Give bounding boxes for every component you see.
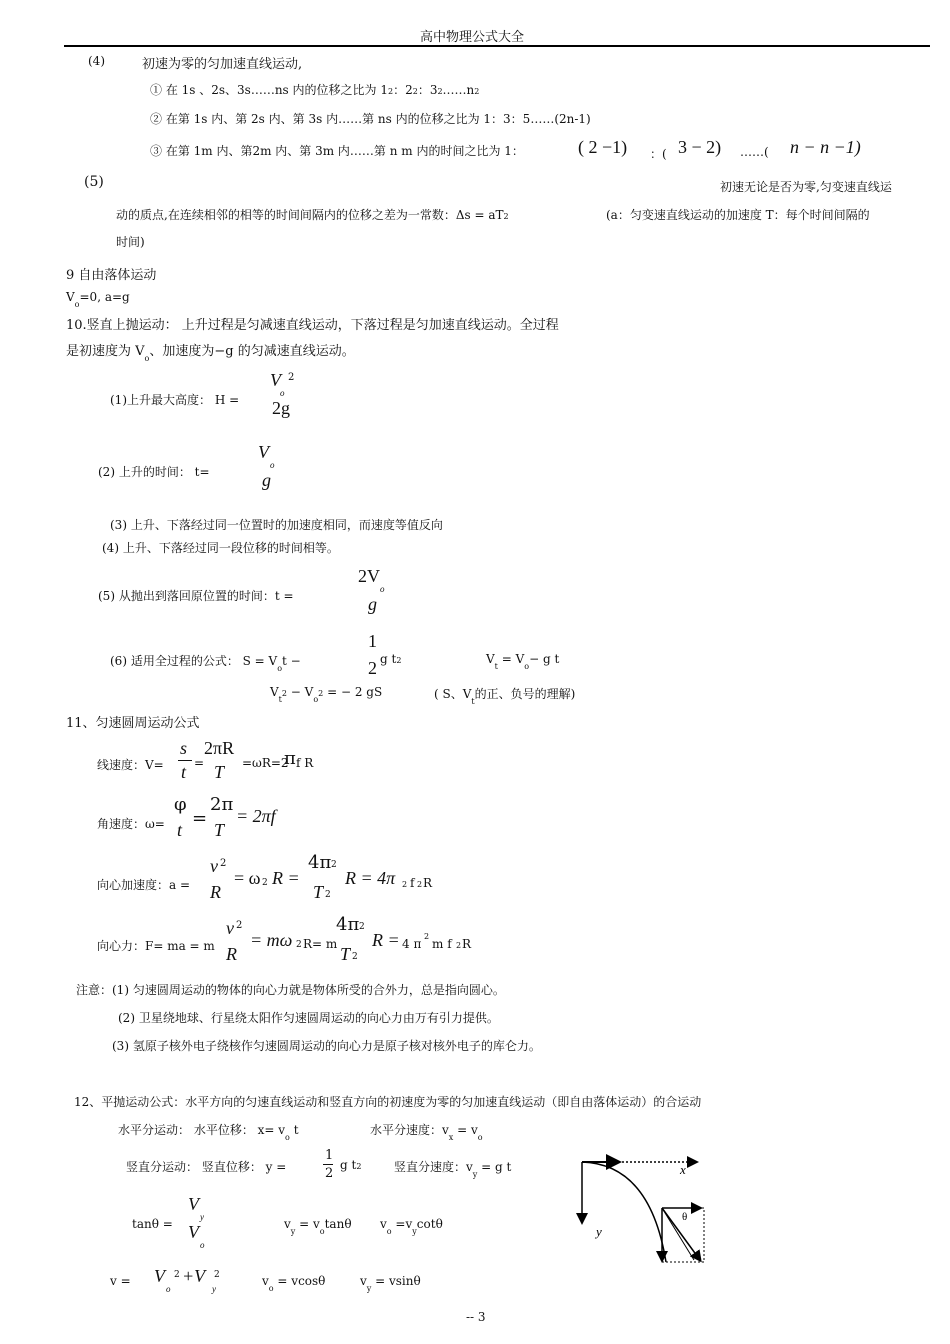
s11-a-den2: T [313,882,324,902]
s11-a-end: R = 4π [345,868,396,888]
s4-item3-dots: ……( [740,145,769,159]
eq-2gs: = − 2 gS [323,685,383,699]
sup: 2 [437,87,443,96]
s10-p5-osub: o [380,584,385,594]
s9-eq-rest: =0, a=g [79,290,130,304]
s10-p7-note [434,685,576,706]
sup: 2 [281,689,287,698]
s11-f-label: 向心力：F= ma = m [97,939,215,953]
s11-a-end-sub: 2 [402,880,408,889]
sub: o [313,695,319,704]
s11-a-end2: f [410,876,415,890]
s12-v1-b [340,1158,361,1172]
s9-title: 9 自由落体运动 [66,268,157,283]
label-x: x [680,1162,686,1177]
s12-vsin [360,1274,421,1293]
sup: 2 [412,87,418,96]
vcos-b: = vcosθ [273,1274,326,1288]
sub: o [277,664,283,673]
frac-bar [323,1164,333,1165]
s10-p2-osub: o [270,460,275,470]
s10-p1-num: V [270,370,281,390]
s10-p6-c [380,652,401,666]
vo-a: v [380,1217,387,1231]
page-title: 高中物理公式大全 [420,30,525,45]
s4-item1-c: ：3 [417,83,438,97]
note-b: 的正、负号的理解) [474,687,576,701]
frac-bar [178,760,192,761]
s4-item3-sep1: ：( [650,147,667,161]
s12-v2 [394,1158,512,1179]
s12-v1: 竖直分运动： 竖直位移： y = [126,1160,287,1174]
s11-title: 11、匀速圆周运动公式 [66,716,200,731]
s11-v-s: s [180,738,188,758]
s5-line3: 时间) [116,235,145,249]
s11-f-den2: T [340,944,351,964]
sub: y [290,1227,296,1236]
s11-a-sup2: 2 [331,860,337,870]
s4-item3-text: ③ 在第 1m 内、第2m 内、第 3m 内……第 n m 内的时间之比为 1： [150,144,524,158]
s9-eq-v: V [66,290,75,304]
s10-p1-label: (1)上升最大高度： H = [110,393,240,407]
s10-p6-num: 1 [368,631,377,651]
h2-b: = v [453,1123,478,1137]
s11-v-t: t [181,762,187,782]
s5-line2 [116,206,509,223]
v-arrow2 [662,1208,694,1260]
s10-p6-a: (6) 适用全过程的公式： S = V [110,654,278,668]
s11-v-label: 线速度：V= [97,758,164,772]
s12-tan-num: V [188,1194,199,1214]
s4-item2: ② 在第 1s 内、第 2s 内、第 3s 内……第 ns 内的位移之比为 1：3：5……(2n-1) [150,112,591,126]
s11-note2: (2) 卫星绕地球、行星绕太阳作匀速圆周运动的向心力由万有引力提供。 [118,1011,499,1025]
s11-note1: 注意：(1) 匀速圆周运动的物体的向心力就是物体所受的合外力，总是指向圆心。 [76,983,505,997]
s10-p5-num: 2V [358,566,380,586]
v-arrow [662,1208,700,1260]
sub: o [285,1133,290,1142]
note-a: ( S、V [434,687,472,701]
s10-p3: (3) 上升、下落经过同一位置时的加速度相同，而速度等值反向 [110,518,443,532]
vy-a: v [284,1217,291,1231]
s11-v-rest: =ωR=2 [242,756,289,770]
h1-b: t [289,1123,299,1137]
s12-v-label: v = [110,1274,131,1288]
s12-h1 [118,1121,299,1142]
s10-p1-osub: o [280,388,285,398]
s10-p6-right [486,652,560,671]
s11-f-den: R [226,944,237,964]
s10-line2 [66,340,355,363]
vy-c: tanθ [324,1217,352,1231]
s11-a-den: R [210,882,221,902]
eq-vo: = V [497,652,525,666]
s12-v-asub: o [166,1284,171,1294]
s12-h2 [370,1121,483,1142]
s11-a-R: R = [272,868,300,888]
sub: t [494,662,498,671]
vy-b: = v [295,1217,320,1231]
vsin-a: v [360,1274,367,1288]
s11-a-sup: 2 [220,858,227,869]
s11-a-label: 向心加速度：a = [97,878,191,892]
s4-item3-ratio3: n − n −1) [790,137,861,157]
s11-f-end: R = [372,930,400,950]
vt: V [270,685,279,699]
h1-a: 水平分运动： 水平位移： x= v [118,1123,286,1137]
s11-w-num: φ [174,794,187,815]
s10-p2-den: g [262,470,271,490]
s11-f-end3: m f [432,937,452,951]
sup: 2 [387,87,394,96]
sub: o [268,1284,274,1293]
label-theta: θ [682,1211,688,1223]
s11-f-mid: = mω [250,930,293,950]
projectile-figure [570,1150,720,1270]
sub: y [472,1170,478,1179]
s12-v-bsup: 2 [214,1270,220,1280]
s4-item1-d: ……n [442,83,475,97]
s11-v-eq: = [194,756,205,770]
s4-title: 初速为零的匀加速直线运动, [142,57,303,72]
s4-item3-ratio2: 3 − 2) [678,137,722,157]
s11-f-end2-sup: 2 [424,932,430,941]
s10-p6-b: t − [282,654,301,668]
vsin-b: = vsinθ [371,1274,421,1288]
s4-item1-text: ① 在 1s 、2s、3s……ns 内的位移之比为 1 [150,83,388,97]
s10-p1-sup: 2 [288,372,295,383]
s4-item1 [150,81,479,98]
s11-w-eq: = [192,808,208,829]
s12-v1-num: 1 [325,1148,334,1163]
s11-f-end4: R [462,937,472,951]
sub: o [386,1227,392,1236]
s12-vy [284,1217,352,1236]
s11-f-R: R= m [303,937,338,951]
sub: o [477,1133,483,1142]
s4-item3 [150,142,524,159]
s11-f-dsub: 2 [352,952,358,962]
s10-p2-label: (2) 上升的时间： t= [98,465,210,479]
s11-w-den: t [177,820,183,840]
sup: 2 [474,87,480,96]
s11-w-den2: T [214,820,225,840]
s11-a-mid: = ω [234,868,261,888]
s12-tan-nsub: y [200,1212,204,1222]
vcos-a: v [262,1274,269,1288]
s12-v-asup: 2 [174,1270,180,1280]
s12-v-b: +V [182,1266,206,1286]
sub: o [144,354,150,363]
s12-title: 12、平抛运动公式：水平方向的匀速直线运动和竖直方向的初速度为零的匀加速直线运动（即自由落体运动）的合运动 [74,1095,702,1109]
sub: y [366,1284,372,1293]
s5-line2-text: 动的质点,在连续相邻的相等的时间间隔内的位移之差为一常数：Δs = aT [116,208,504,222]
sub: t [471,697,475,706]
s10-p5-label: (5) 从抛出到落回原位置的时间：t = [98,589,294,603]
s11-w-num2: 2π [210,794,234,815]
vt: V [486,652,495,666]
label-y: y [596,1224,602,1239]
sup: 2 [503,212,509,221]
s11-v-fr: f R [296,756,314,770]
s12-v-bsub: y [212,1284,216,1294]
s12-v-a: V [154,1266,165,1286]
s10-line2-b: 、加速度为−g 的匀减速直线运动。 [149,344,355,359]
s4-label: (4) [88,54,105,68]
s11-a-end3: R [423,876,433,890]
s11-a-num2: 4π [308,852,332,873]
vo-c: cotθ [416,1217,443,1231]
s10-p2-num: V [258,442,269,462]
s12-tan-dsub: o [200,1240,205,1250]
s12-v1-den: 2 [325,1166,334,1181]
s11-f-end2: 4 π [402,937,422,951]
s12-tan-den: V [188,1222,199,1242]
s10-p6-den: 2 [368,658,377,678]
header-rule [64,45,930,47]
sub: t [278,695,282,704]
s10-line2-a: 是初速度为 V [66,344,145,359]
s10-title: 10.竖直上抛运动： 上升过程是匀减速直线运动，下落过程是匀加速直线运动。全过程 [66,318,559,333]
sup: 2 [356,1162,362,1171]
minus-vo: − V [286,685,314,699]
s12-vo [380,1217,443,1236]
s11-note3: (3) 氢原子核外电子绕核作匀速圆周运动的向心力是原子核对核外电子的库仑力。 [112,1039,541,1053]
s12-vcos [262,1274,326,1293]
vo-b: =v [391,1217,413,1231]
s11-f-msub: 2 [296,940,302,950]
s5-right: 初速无论是否为零,匀变速直线运 [720,180,892,194]
sub: y [412,1227,417,1236]
s11-f-sup: 2 [236,920,243,931]
sup: 2 [318,689,324,698]
s11-a-dsub: 2 [325,890,331,900]
s11-w-rest: = 2πf [236,806,276,826]
sup: 2 [396,656,402,665]
v2-a: 竖直分速度：v [394,1160,473,1174]
s11-f-num: v [226,918,234,938]
s11-a-num: v [210,856,218,876]
sub: o [319,1227,325,1236]
s4-item1-b: ：2 [393,83,413,97]
s9-eq [66,290,130,309]
h2-a: 水平分速度：v [370,1123,449,1137]
s11-f-sup2: 2 [359,922,365,932]
s10-p4: (4) 上升、下落经过同一段位移的时间相等。 [102,541,339,555]
s11-f-end3-sub: 2 [456,941,462,950]
s12-tan-label: tanθ = [132,1217,173,1231]
sub: x [448,1133,454,1142]
s10-p5-den: g [368,594,377,614]
s10-p1-den: 2g [272,398,290,418]
sub: o [74,300,80,309]
s10-p7 [270,685,383,704]
s11-v-pi: π [284,748,296,769]
sub: o [524,662,530,671]
s5-label: (5) [84,174,104,190]
s11-v-num: 2πR [204,738,235,758]
s5-line2-note: (a：匀变速直线运动的加速度 T：每个时间间隔的 [606,208,870,222]
s10-p6 [110,652,301,673]
v1b: g t [340,1158,357,1172]
s4-item3-ratio1: ( 2 −1) [578,137,628,157]
s11-f-num2: 4π [336,914,360,935]
s11-a-end2-sub: 2 [417,880,423,889]
s10-p6-c-text: g t [380,652,397,666]
s11-a-msub: 2 [262,878,268,888]
minus-gt: − g t [529,652,560,666]
page-number: -- 3 [466,1310,486,1324]
s11-w-label: 角速度：ω= [97,817,165,831]
v2-b: = g t [477,1160,512,1174]
trajectory [582,1162,666,1262]
s11-v-den: T [214,762,225,782]
